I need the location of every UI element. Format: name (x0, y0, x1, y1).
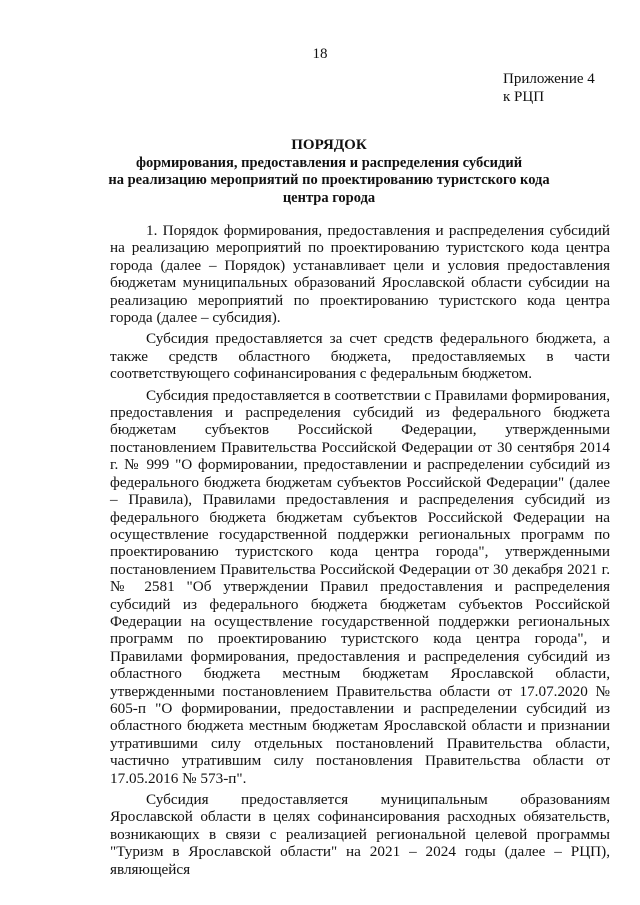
paragraph-1: 1. Порядок формирования, предоставления и распределения субсидий на реализацию мероприятий по проектированию туристского кода центра города (далее – Порядок) устанавливает цели и условия предоставления бюджетам муниципальных образований Ярославской области субсидии на реализацию мероприятий по проектированию туристского кода центра города (далее – субсидия). (110, 222, 610, 327)
title-main: ПОРЯДОК (291, 137, 367, 153)
title-subtitle-line-1: формирования, предоставления и распределения субсидий (135, 154, 523, 171)
document-body (110, 222, 610, 882)
appendix-line-1: Приложение 4 (503, 71, 595, 87)
appendix-line-2: к РЦП (503, 89, 545, 105)
title-subtitle-line-2: на реализацию мероприятий по проектированию туристского кода (108, 172, 550, 188)
document-title (100, 137, 558, 207)
appendix-label (503, 70, 595, 106)
page-number: 18 (312, 46, 328, 62)
paragraph-2: Субсидия предоставляется за счет средств федерального бюджета, а также средств областного бюджета, предоставляемых в части соответствующего софинансирования с федеральным бюджетом. (110, 330, 610, 383)
paragraph-3: Субсидия предоставляется в соответствии с Правилами формирования, предоставления и распределения субсидий из федерального бюджета бюджетам субъектов Российской Федерации, утвержденными постановлением Правительства Российской Федерации от 30 сентября 2014 г. № 999 "О формировании, предоставлении и распределении субсидий из федерального бюджета бюджетам субъектов Российской Федерации" (далее – Правила), Правилами предоставления и распределения субсидий из федерального бюджета бюджетам субъектов Российской Федерации на осуществление государственной поддержки региональных программ по проектированию туристского кода центра города", утвержденными постановлением Правительства Российской Федерации от 30 декабря 2021 г. № 2581 "Об утверждении Правил предоставления и распределения субсидий из федерального бюджета бюджетам субъектов Российской Федерации на осуществление государственной поддержки региональных программ по проектированию туристского кода центра города", и Правилами формирования, предоставления и распределения субсидий из областного бюджета местным бюджетам Ярославской области, утвержденными постановлением Правительства области от 17.07.2020 № 605-п "О формировании, предоставлении и распределении субсидий из областного бюджета местным бюджетам Ярославской области и признании утратившими силу отдельных постановлений Правительства области, частично утратившим силу постановления Правительства области от 17.05.2016 № 573-п". (110, 386, 610, 787)
paragraph-4: Субсидия предоставляется муниципальным образованиям Ярославской области в целях софинансирования расходных обязательств, возникающих в связи с реализацией региональной целевой программы "Туризм в Ярославской области" на 2021 – 2024 годы (далее – РЦП), являющейся (110, 791, 610, 878)
title-subtitle-line-3: центра города (282, 189, 376, 206)
